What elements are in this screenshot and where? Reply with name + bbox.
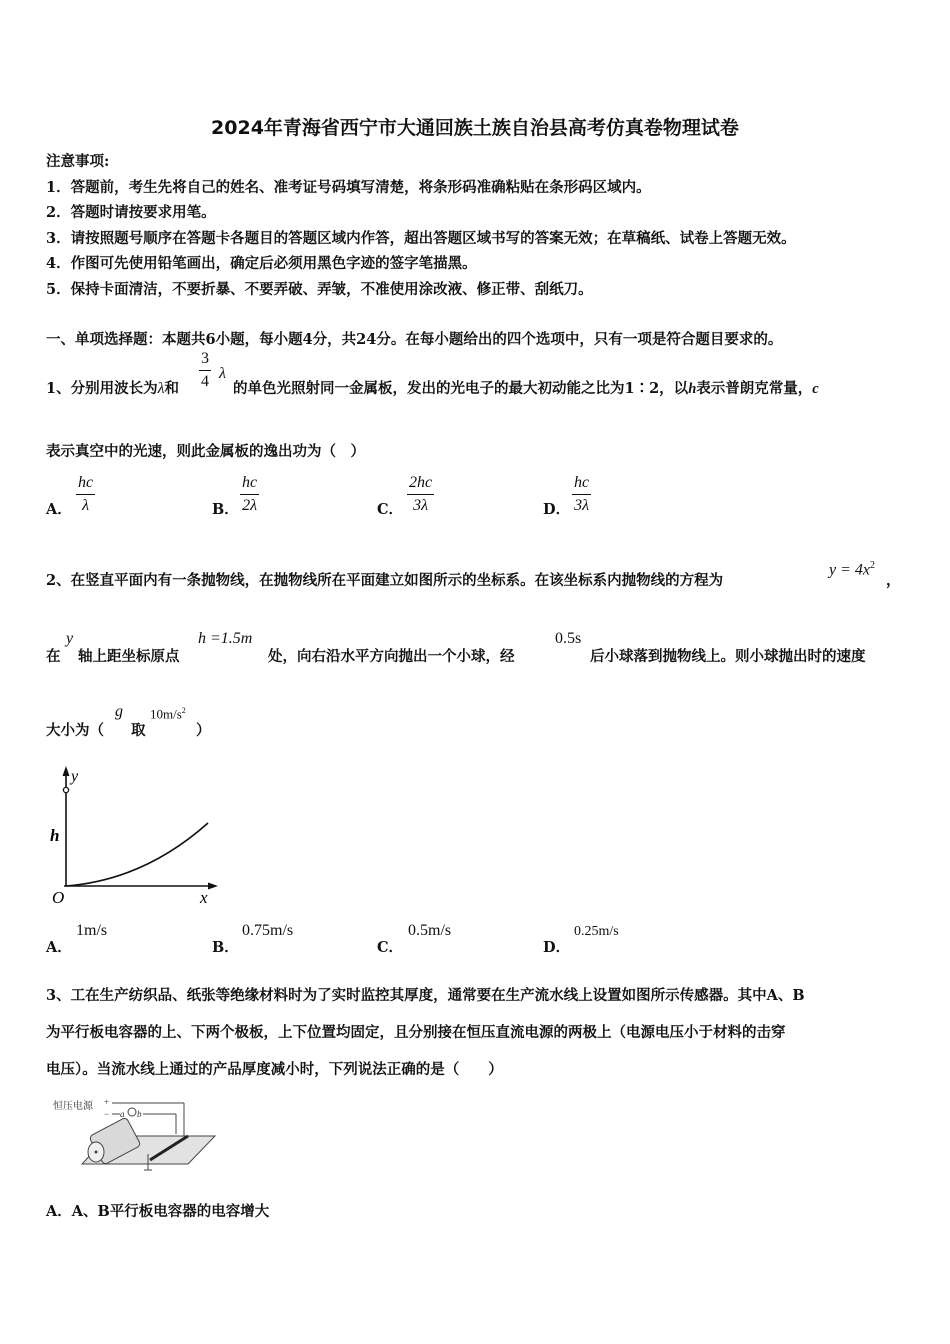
parabola-curve bbox=[66, 823, 208, 886]
q2-option-c-value: 0.5m/s bbox=[408, 922, 452, 939]
q2-option-a-value: 1m/s bbox=[76, 922, 108, 939]
q2-g-value: $10m/s^2$ bbox=[150, 706, 186, 722]
q2-option-a-label: A． bbox=[46, 939, 72, 956]
page-title: 2024年青海省西宁市大通回族土族自治县高考仿真卷物理试卷 bbox=[211, 117, 739, 139]
q2-text-l2a: 在 bbox=[46, 648, 61, 665]
q2-option-d-value: 0.25m/s bbox=[574, 924, 619, 939]
q2-text-qu: 取 bbox=[131, 722, 146, 739]
notice-item: 3．请按照题号顺序在答题卡各题目的答题区域内作答，超出答题区域书写的答案无效；在草稿纸、试卷上答题无效。 bbox=[46, 230, 796, 247]
q2-comma: ， bbox=[886, 572, 901, 589]
launch-point bbox=[63, 787, 68, 792]
q1-text-line1: 1、分别用波长为λ和 bbox=[46, 380, 180, 397]
q2-text-l3a: 大小为（ bbox=[46, 722, 104, 739]
power-source-label: 恒压电源 bbox=[53, 1101, 93, 1112]
parabola-graph bbox=[44, 762, 224, 908]
q3-text-line3: 电压）。当流水线上通过的产品厚度减小时，下列说法正确的是（ ） bbox=[46, 1061, 503, 1078]
q2-equation: $y = 4x^2$ bbox=[829, 560, 875, 579]
minus-label: − bbox=[104, 1109, 110, 1119]
q2-text-line1: 2、在竖直平面内有一条抛物线，在抛物线所在平面建立如图所示的坐标系。在该坐标系内抛物线的方程为 bbox=[46, 572, 724, 589]
meter-icon bbox=[128, 1108, 136, 1116]
y-axis-label: y bbox=[71, 768, 79, 785]
x-axis-label: x bbox=[200, 888, 208, 907]
h-label: h bbox=[50, 826, 60, 845]
q2-text-l2d: 后小球落到抛物线上。则小球抛出时的速度 bbox=[590, 648, 866, 665]
q3-option-a: A．A、B平行板电容器的电容增大 bbox=[46, 1203, 270, 1220]
lambda-symbol: λ bbox=[219, 365, 226, 382]
origin-label: O bbox=[52, 888, 65, 907]
notice-item: 1．答题前，考生先将自己的姓名、准考证号码填写清楚，将条形码准确粘贴在条形码区域内。 bbox=[46, 179, 651, 196]
q2-option-b-value: 0.75m/s bbox=[242, 922, 294, 939]
g-symbol: g bbox=[115, 703, 123, 720]
q2-text-l2b: 轴上距坐标原点 bbox=[78, 648, 180, 665]
y-symbol: y bbox=[66, 630, 74, 647]
terminal-b-label: b bbox=[137, 1109, 142, 1119]
q1-option-a-fraction: $\frac{hc}{\lambda}$ bbox=[78, 474, 94, 514]
q2-option-c-label: C． bbox=[377, 939, 404, 956]
q1-option-a-label: A． bbox=[46, 501, 72, 518]
q1-option-b-label: B． bbox=[212, 501, 239, 518]
notice-item: 5．保持卡面清洁，不要折暴、不要弄破、弄皱，不准使用涂改液、修正带、刮纸刀。 bbox=[46, 281, 593, 298]
notice-item: 2．答题时请按要求用笔。 bbox=[46, 204, 216, 221]
q1-option-d-fraction: $\frac{hc}{3\lambda}$ bbox=[574, 474, 590, 514]
lambda-symbol: λ bbox=[157, 380, 165, 397]
q1-fraction-three-quarters: $\frac{3}{4}$ bbox=[201, 350, 209, 390]
q1-option-c-fraction: $\frac{2hc}{3\lambda}$ bbox=[409, 474, 433, 514]
q2-text-l3b: ） bbox=[196, 722, 211, 739]
q1-option-b-fraction: $\frac{hc}{2\lambda}$ bbox=[242, 474, 258, 514]
q2-text-l2c: 处，向右沿水平方向抛出一个小球，经 bbox=[268, 648, 515, 665]
q2-height-eq: h =1.5m bbox=[198, 630, 253, 647]
y-axis-arrow bbox=[63, 766, 70, 776]
q1-text-line2: 表示真空中的光速，则此金属板的逸出功为（ ） bbox=[46, 443, 365, 460]
q1-option-c-label: C． bbox=[377, 501, 404, 518]
q2-time: 0.5s bbox=[555, 630, 582, 647]
capacitor-sensor-figure bbox=[50, 1094, 220, 1174]
q2-option-b-label: B． bbox=[212, 939, 239, 956]
q3-text-line1: 3、工在生产纺织品、纸张等绝缘材料时为了实时监控其厚度，通常要在生产流水线上设置如图所示传感器。其中A、B bbox=[46, 987, 805, 1004]
notice-heading: 注意事项: bbox=[46, 153, 110, 170]
plus-label: + bbox=[104, 1097, 110, 1107]
q2-option-d-label: D． bbox=[543, 939, 571, 956]
q1-option-d-label: D． bbox=[543, 501, 571, 518]
q1-text-line1b: 的单色光照射同一金属板，发出的光电子的最大初动能之比为1∶2，以h表示普朗克常量，c bbox=[233, 380, 819, 397]
q3-text-line2: 为平行板电容器的上、下两个极板，上下位置均固定，且分别接在恒压直流电源的两极上（电源电压小于材料的击穿 bbox=[46, 1024, 786, 1041]
x-axis-arrow bbox=[208, 883, 218, 890]
section-heading: 一、单项选择题：本题共6小题，每小题4分，共24分。在每小题给出的四个选项中，只有一项是符合题目要求的。 bbox=[46, 331, 783, 348]
terminal-a-label: a bbox=[120, 1109, 125, 1119]
notice-item: 4．作图可先使用铅笔画出，确定后必须用黑色字迹的签字笔描黑。 bbox=[46, 255, 477, 272]
